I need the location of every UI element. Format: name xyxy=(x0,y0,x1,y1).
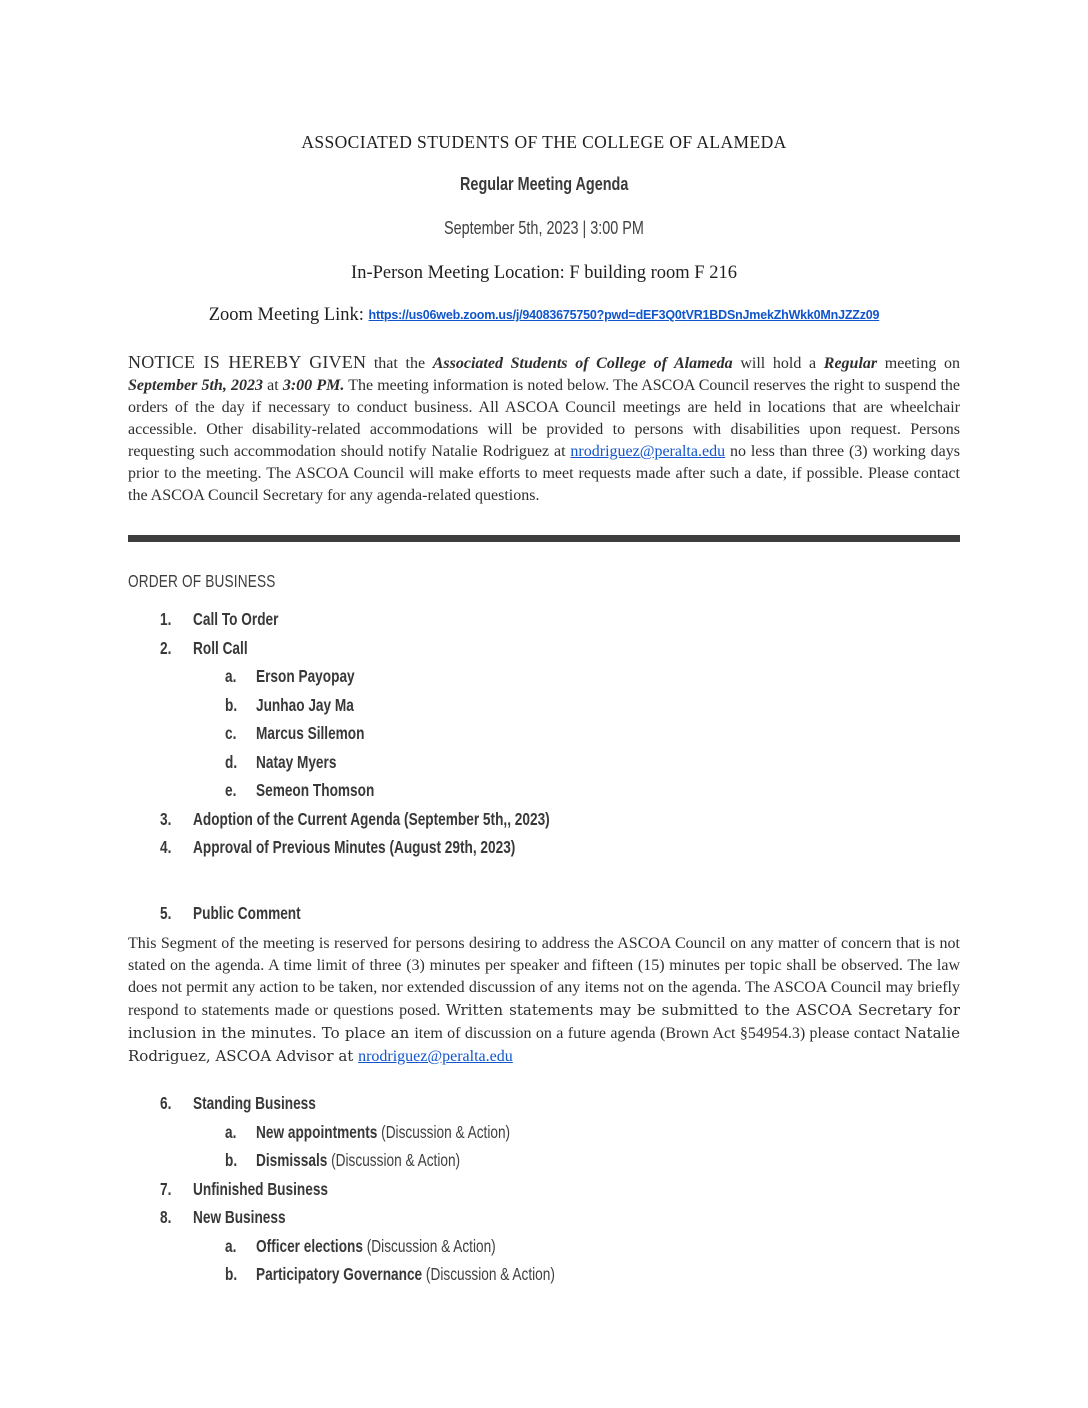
notice-time: 3:00 PM. xyxy=(282,377,345,394)
member-name: Marcus Sillemon xyxy=(256,723,365,743)
meeting-type: Regular xyxy=(823,355,878,372)
item-label: New appointments xyxy=(256,1121,378,1142)
item-label: Adoption of the Current Agenda (September 5th,, 2023) xyxy=(193,808,550,829)
item-letter: a. xyxy=(225,1121,237,1142)
item-letter: e. xyxy=(225,780,237,800)
member-name: Junhao Jay Ma xyxy=(256,694,354,715)
notice-seg4: at xyxy=(262,377,283,394)
item-letter: b. xyxy=(225,1150,238,1170)
agenda-item-unfinished-business xyxy=(128,1175,960,1204)
agenda-item-roll-call xyxy=(128,634,960,663)
item-number: 3. xyxy=(160,808,172,829)
org-name: Associated Students of College of Alameda xyxy=(432,355,733,372)
member-name: Semeon Thomson xyxy=(256,780,375,800)
item-letter: b. xyxy=(225,694,238,715)
agenda-item-approval xyxy=(128,833,960,862)
item-label: Approval of Previous Minutes (August 29th, 2023) xyxy=(193,837,516,857)
roll-call-member xyxy=(128,776,960,805)
item-note: (Discussion & Action) xyxy=(422,1264,555,1284)
page-title: ASSOCIATED STUDENTS OF THE COLLEGE OF ALAMEDA xyxy=(301,132,787,152)
notice-paragraph xyxy=(128,351,960,507)
agenda-subitem-new-appointments xyxy=(128,1118,960,1147)
notice-seg6: no less than three (3) working days prior to the meeting. The ASCOA Council will make efforts to meet requests made after such a date, if possible. Please contact the ASCOA Council Secretary for any agenda-related questions. xyxy=(128,443,960,504)
order-of-business-label: ORDER OF BUSINESS xyxy=(128,571,276,591)
item-label: Standing Business xyxy=(193,1093,316,1113)
item-letter: a. xyxy=(225,666,237,686)
item-number: 4. xyxy=(160,837,172,857)
zoom-link-line xyxy=(128,303,960,328)
notice-lead: NOTICE IS HEREBY GIVEN xyxy=(128,352,367,372)
item-label: New Business xyxy=(193,1207,286,1227)
business-list xyxy=(128,1089,960,1289)
item-note: (Discussion & Action) xyxy=(377,1121,511,1142)
notice-date: September 5th, 2023 xyxy=(128,377,263,394)
agenda-item-adoption xyxy=(128,805,960,834)
item-label: Officer elections xyxy=(256,1235,363,1256)
notice-seg2: will hold a xyxy=(732,355,824,372)
public-comment-paragraph xyxy=(128,933,960,1068)
roll-call-member xyxy=(128,719,960,748)
datetime-text: September 5th, 2023 | 3:00 PM xyxy=(444,218,644,238)
order-of-business-heading xyxy=(128,571,960,592)
agenda-item-standing-business xyxy=(128,1089,960,1118)
document-subtitle xyxy=(128,174,960,195)
agenda-item-public-comment xyxy=(128,899,960,928)
meeting-datetime xyxy=(128,218,960,239)
member-name: Erson Payopay xyxy=(256,666,355,686)
advisor-email-link[interactable]: nrodriguez@peralta.edu xyxy=(570,443,726,460)
item-label: Call To Order xyxy=(193,609,279,629)
agenda-subitem-participatory-governance xyxy=(128,1260,960,1289)
agenda-subitem-dismissals xyxy=(128,1146,960,1175)
item-number: 2. xyxy=(160,637,172,658)
public-comment-heading: Public Comment xyxy=(193,902,301,923)
item-number: 6. xyxy=(160,1093,172,1113)
agenda-item-new-business xyxy=(128,1203,960,1232)
item-label: Dismissals xyxy=(256,1150,328,1170)
member-name: Natay Myers xyxy=(256,751,337,772)
item-number: 1. xyxy=(160,609,172,629)
item-label: Unfinished Business xyxy=(193,1178,329,1199)
agenda-list xyxy=(128,605,960,862)
agenda-subitem-officer-elections xyxy=(128,1232,960,1261)
agenda-item-call-to-order xyxy=(128,605,960,634)
notice-seg1: that the xyxy=(366,355,433,372)
section-divider xyxy=(128,535,960,542)
zoom-meeting-link[interactable]: https://us06web.zoom.us/j/94083675750?pwd=dEF3Q0tVR1BDSnJmekZhWkk0MnJZZz09 xyxy=(368,308,880,322)
item-number: 8. xyxy=(160,1207,172,1227)
subtitle-text: Regular Meeting Agenda xyxy=(459,174,629,194)
roll-call-member xyxy=(128,662,960,691)
roll-call-member xyxy=(128,748,960,777)
pc-seg1: This Segment of the meeting is reserved for persons desiring to address the ASCOA Council on any matter of concern that is not stated on the agenda. A time limit of three (3) minutes per speaker and fifteen (15) minutes per topic shall be observed. The law does not permit any action to be taken, nor extended discussion of any items not on the agenda. The ASCOA Council may briefly respond to statements made or questions posed. xyxy=(128,935,960,1019)
zoom-link-label: Zoom Meeting Link: xyxy=(208,305,364,325)
item-label: Participatory Governance xyxy=(256,1264,423,1284)
notice-seg3: meeting on xyxy=(877,355,960,372)
item-number: 7. xyxy=(160,1178,172,1199)
item-label: Roll Call xyxy=(193,637,248,658)
pc-seg4: Natalie Rodriguez, ASCOA Advisor at xyxy=(128,1024,960,1065)
item-letter: a. xyxy=(225,1235,237,1256)
meeting-location: In-Person Meeting Location: F building room F 216 xyxy=(351,263,737,283)
notice-seg5: The meeting information is noted below. The ASCOA Council reserves the right to suspend the orders of the day if necessary to conduct business. All ASCOA Council meetings are held in locations that are wheelchair accessible. Other disability-related accommodations will be provided to persons with disabilities upon request. Persons requesting such accommodation should notify Natalie Rodriguez at xyxy=(128,377,961,460)
pc-seg2: Written statements may be submitted to the ASCOA Secretary for inclusion in the minutes. To place an xyxy=(128,1001,960,1042)
roll-call-member xyxy=(128,691,960,720)
pc-seg3: item of discussion on a future agenda (Brown Act §54954.3) please contact xyxy=(414,1025,905,1042)
item-letter: b. xyxy=(225,1264,238,1284)
item-number: 5. xyxy=(160,902,172,923)
item-letter: d. xyxy=(225,751,238,772)
advisor-email-link[interactable]: nrodriguez@peralta.edu xyxy=(358,1048,513,1065)
item-note: (Discussion & Action) xyxy=(327,1150,461,1170)
item-note: (Discussion & Action) xyxy=(362,1235,496,1256)
item-letter: c. xyxy=(225,723,237,743)
